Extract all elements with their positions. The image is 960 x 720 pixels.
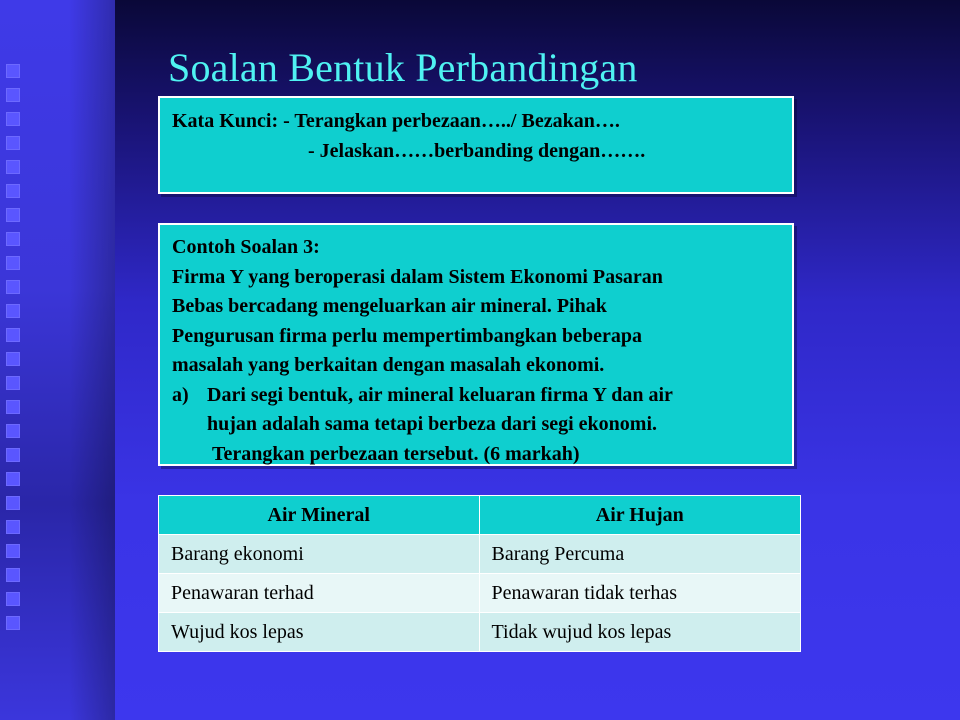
table-cell: Barang Percuma [479,535,801,574]
example-heading: Contoh Soalan 3: [172,236,320,258]
table-header-row [159,496,801,535]
column-header: Air Hujan [479,496,801,535]
column-header: Air Mineral [159,496,480,535]
example-line: Firma Y yang beroperasi dalam Sistem Ekonomi Pasaran [172,265,663,288]
question-marker: a) [172,383,189,406]
decorative-squares [6,64,26,640]
example-line: Bebas bercadang mengeluarkan air mineral. Pihak [172,295,607,317]
example-line: masalah yang berkaitan dengan masalah ekonomi. [172,354,605,376]
question-line-3: Terangkan perbezaan tersebut. (6 markah) [212,442,580,465]
comparison-table [158,495,801,652]
table-row [159,613,801,652]
left-decorative-band [0,0,115,720]
table-row [159,535,801,574]
table-cell: Tidak wujud kos lepas [479,613,801,652]
question-line-2: hujan adalah sama tetapi berbeza dari segi ekonomi. [207,413,658,435]
slide-title: Soalan Bentuk Perbandingan [168,45,638,90]
keywords-box [158,96,794,194]
table-cell: Wujud kos lepas [159,613,480,652]
question-line-1: Dari segi bentuk, air mineral keluaran firma Y dan air [207,383,673,406]
question-a [172,381,780,411]
keywords-line-1: Kata Kunci: - Terangkan perbezaan…../ Bezakan…. [172,110,620,132]
keywords-line-2: - Jelaskan……berbanding dengan……. [308,140,646,162]
example-line: Pengurusan firma perlu mempertimbangkan beberapa [172,324,642,347]
table-cell: Penawaran terhad [159,574,480,613]
example-question-box [158,223,794,466]
table-cell: Penawaran tidak terhas [479,574,801,613]
table-row [159,574,801,613]
table-cell: Barang ekonomi [159,535,480,574]
